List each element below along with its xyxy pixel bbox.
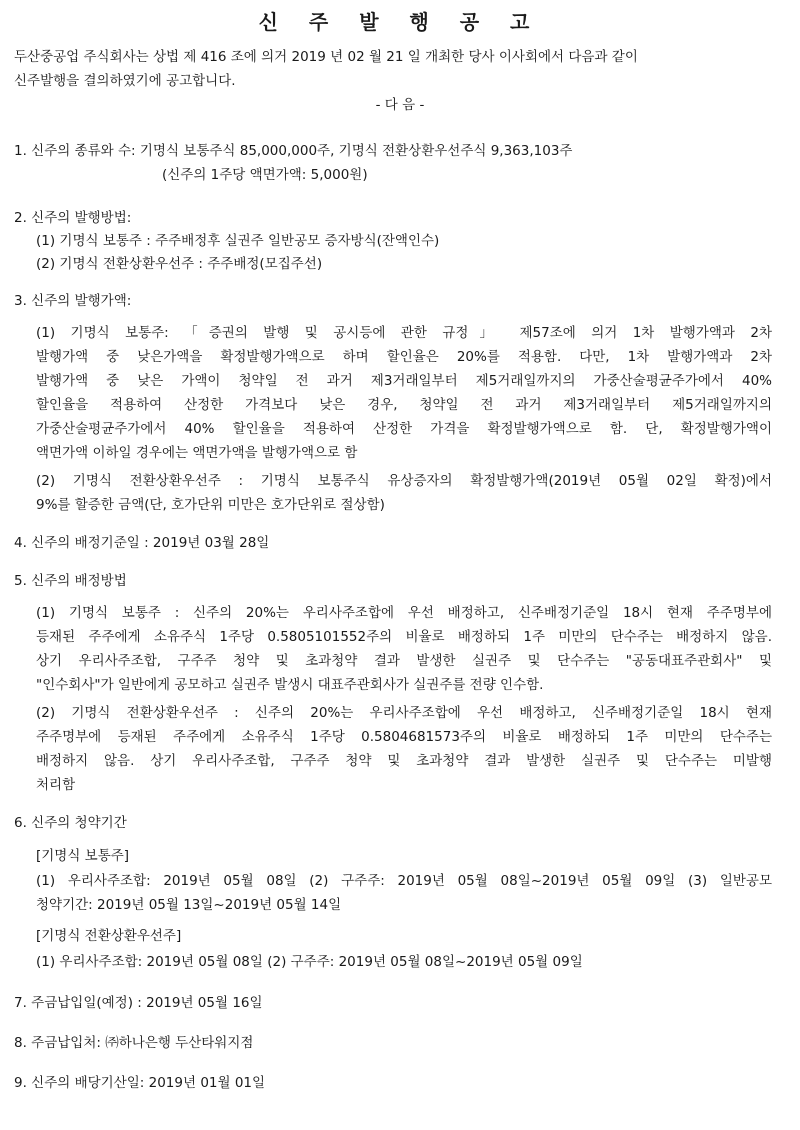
section-3-p2-line-2: 9%를 할증한 금액(단, 호가단위 미만은 호가단위로 절상함) <box>36 497 385 513</box>
section-6-heading: 6. 신주의 청약기간 <box>14 815 127 831</box>
section-5-p1-line-4: "인수회사"가 일반에게 공모하고 실권주 발생시 대표주관회사가 실권주를 전량 인수함. <box>36 677 544 693</box>
section-8-line: 8. 주금납입처: ㈜하나은행 두산타워지점 <box>14 1035 254 1051</box>
section-2-item-2: (2) 기명식 전환상환우선주 : 주주배정(모집주선) <box>36 256 323 272</box>
section-6-sub-2-line: (1) 우리사주조합: 2019년 05월 08일 (2) 구주주: 2019년 05월 08일~2019년 05월 09일 <box>36 954 583 970</box>
section-5-p2-line-1: (2) 기명식 전환상환우선주 : 신주의 20%는 우리사주조합에 우선 배정하고, 신주배정기준일 18시 현재 <box>36 705 772 721</box>
section-4-line: 4. 신주의 배정기준일 : 2019년 03월 28일 <box>14 535 270 551</box>
section-5-p2-line-4: 처리함 <box>36 777 76 793</box>
intro-line-2: 신주발행을 결의하였기에 공고합니다. <box>14 73 236 89</box>
section-2-item-1: (1) 기명식 보통주 : 주주배정후 실권주 일반공모 증자방식(잔액인수) <box>36 233 440 249</box>
section-1-line-2: (신주의 1주당 액면가액: 5,000원) <box>162 167 368 183</box>
section-6-sub-2-label: [기명식 전환상환우선주] <box>36 928 182 944</box>
section-3-p2-line-1: (2) 기명식 전환상환우선주 : 기명식 보통주식 유상증자의 확정발행가액(2019년 05월 02일 확정)에서 <box>36 473 772 489</box>
section-3-p1-line-4: 할인율을 적용하여 산정한 가격보다 낮은 경우, 청약일 전 과거 제3거래일부터 제5거래일까지의 <box>36 397 772 413</box>
section-3-p1-line-5: 가중산술평균주가에서 40% 할인율을 적용하여 산정한 가격을 확정발행가액으로 함. 단, 확정발행가액이 <box>36 421 772 437</box>
page-title: 신 주 발 행 공 고 <box>258 10 542 34</box>
section-3-heading: 3. 신주의 발행가액: <box>14 293 132 309</box>
da-eum-heading: - 다 음 - <box>375 97 425 113</box>
section-5-p1-line-2: 등재된 주주에게 소유주식 1주당 0.5805101552주의 비율로 배정하되 1주 미만의 단수주는 배정하지 않음. <box>36 629 772 645</box>
section-7-line: 7. 주금납입일(예정) : 2019년 05월 16일 <box>14 995 263 1011</box>
section-3-p1-line-1: (1) 기명식 보통주: 「증권의 발행 및 공시등에 관한 규정」 제57조에 의거 1차 발행가액과 2차 <box>36 325 772 341</box>
section-1-line-1: 1. 신주의 종류와 수: 기명식 보통주식 85,000,000주, 기명식 전환상환우선주식 9,363,103주 <box>14 143 573 159</box>
section-3-p1-line-6: 액면가액 이하일 경우에는 액면가액을 발행가액으로 함 <box>36 445 358 461</box>
section-5-p2-line-2: 주주명부에 등재된 주주에게 소유주식 1주당 0.5804681573주의 비율로 배정하되 1주 미만의 단수주는 <box>36 729 772 745</box>
section-5-heading: 5. 신주의 배정방법 <box>14 573 127 589</box>
section-2-heading: 2. 신주의 발행방법: <box>14 210 132 226</box>
section-5-p2-line-3: 배정하지 않음. 상기 우리사주조합, 구주주 청약 및 초과청약 결과 발생한 실권주 및 단수주는 미발행 <box>36 753 772 769</box>
section-3-p1-line-2: 발행가액 중 낮은가액을 확정발행가액으로 하며 할인율은 20%를 적용함. 다만, 1차 발행가액과 2차 <box>36 349 772 365</box>
section-3-p1-line-3: 발행가액 중 낮은 가액이 청약일 전 과거 제3거래일부터 제5거래일까지의 가중산술평균주가에서 40% <box>36 373 772 389</box>
section-5-p1-line-3: 상기 우리사주조합, 구주주 청약 및 초과청약 결과 발생한 실권주 및 단수주는 "공동대표주관회사" 및 <box>36 653 772 669</box>
section-6-sub-1-label: [기명식 보통주] <box>36 848 130 864</box>
section-6-sub-1-line-2: 청약기간: 2019년 05월 13일~2019년 05월 14일 <box>36 897 342 913</box>
section-9-line: 9. 신주의 배당기산일: 2019년 01월 01일 <box>14 1075 266 1091</box>
section-6-sub-1-line-1: (1) 우리사주조합: 2019년 05월 08일 (2) 구주주: 2019년 05월 08일~2019년 05월 09일 (3) 일반공모 <box>36 873 772 889</box>
section-5-p1-line-1: (1) 기명식 보통주 : 신주의 20%는 우리사주조합에 우선 배정하고, 신주배정기준일 18시 현재 주주명부에 <box>36 605 772 621</box>
intro-line-1: 두산중공업 주식회사는 상법 제 416 조에 의거 2019 년 02 월 21 일 개최한 당사 이사회에서 다음과 같이 <box>14 49 638 65</box>
